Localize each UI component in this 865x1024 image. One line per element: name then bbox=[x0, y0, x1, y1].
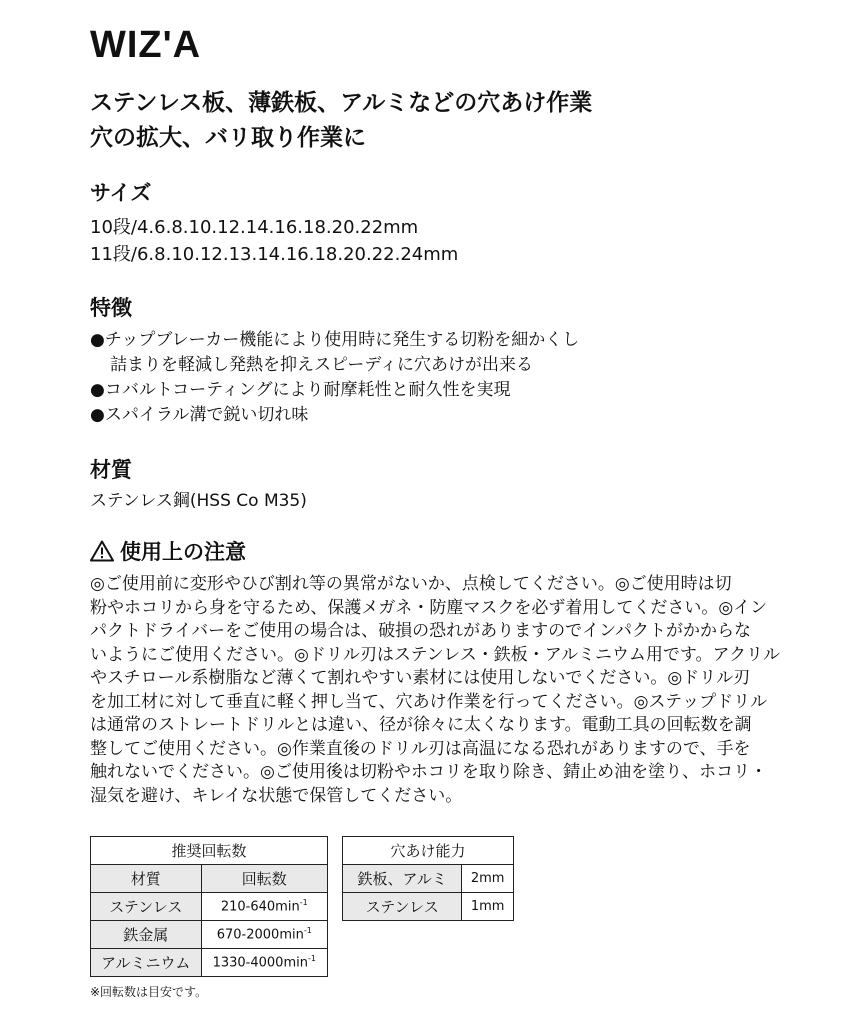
brand-logo: WIZ'A bbox=[90, 24, 202, 66]
rpm-material: 鉄金属 bbox=[91, 921, 202, 949]
capacity-table-title: 穴あけ能力 bbox=[343, 837, 514, 865]
rpm-header-material: 材質 bbox=[91, 865, 202, 893]
rpm-material: アルミニウム bbox=[91, 949, 202, 977]
caution-line: いようにご使用ください。◎ドリル刃はステンレス・鉄板・アルミニウム用です。アクリル bbox=[90, 644, 780, 665]
rpm-header-rpm: 回転数 bbox=[201, 865, 327, 893]
size-line-11: 11段/6.8.10.12.13.14.16.18.20.22.24mm bbox=[90, 244, 459, 265]
feature-line: ●コバルトコーティングにより耐摩耗性と耐久性を実現 bbox=[90, 380, 511, 400]
rpm-value: $670-2000\min^{-1}$ bbox=[201, 921, 327, 949]
headline bbox=[90, 86, 592, 156]
feature-line: ●スパイラル溝で鋭い切れ味 bbox=[90, 405, 309, 425]
rpm-note: ※回転数は目安です。 bbox=[90, 985, 208, 999]
size-list bbox=[90, 214, 458, 268]
table-row bbox=[91, 893, 328, 921]
features-list bbox=[90, 328, 579, 428]
size-title: サイズ bbox=[90, 181, 152, 205]
rpm-value: $1330-4000\min^{-1}$ bbox=[201, 949, 327, 977]
capacity-value: 2mm bbox=[462, 865, 514, 893]
capacity-material: ステンレス bbox=[343, 893, 462, 921]
caution-title: 使用上の注意 bbox=[120, 540, 246, 564]
caution-line: 湿気を避け、キレイな状態で保管してください。 bbox=[90, 785, 463, 806]
rpm-table-title: 推奨回転数 bbox=[91, 837, 328, 865]
caution-line: 粉やホコリから身を守るため、保護メガネ・防塵マスクを必ず着用してください。◎イン bbox=[90, 597, 768, 618]
table-row bbox=[343, 865, 514, 893]
table-row bbox=[91, 921, 328, 949]
rpm-material: ステンレス bbox=[91, 893, 202, 921]
rpm-table bbox=[90, 836, 328, 977]
capacity-material: 鉄板、アルミ bbox=[343, 865, 462, 893]
material-text: ステンレス鋼(HSS Co M35) bbox=[90, 491, 307, 511]
caution-line: を加工材に対して垂直に軽く押し当て、穴あけ作業を行ってください。◎ステップドリル bbox=[90, 691, 768, 712]
caution-line: 整してご使用ください。◎作業直後のドリル刃は高温になる恐れがありますので、手を bbox=[90, 738, 751, 759]
features-title: 特徴 bbox=[90, 296, 132, 320]
headline-line-2: 穴の拡大、バリ取り作業に bbox=[90, 125, 366, 151]
caution-text bbox=[90, 573, 780, 808]
warning-icon bbox=[90, 540, 114, 562]
material-title: 材質 bbox=[90, 458, 132, 482]
caution-line: 触れないでください。◎ご使用後は切粉やホコリを取り除き、錆止め油を塗り、ホコリ・ bbox=[90, 762, 768, 782]
feature-line: 詰まりを軽減し発熱を抑えスピーディに穴あけが出来る bbox=[110, 355, 533, 375]
headline-line-1: ステンレス板、薄鉄板、アルミなどの穴あけ作業 bbox=[90, 90, 593, 116]
caution-title-row bbox=[90, 536, 246, 566]
size-line-10: 10段/4.6.8.10.12.14.16.18.20.22mm bbox=[90, 217, 419, 238]
caution-line: やスチロール系樹脂など薄くて割れやすい素材には使用しないでください。◎ドリル刃 bbox=[90, 668, 751, 688]
table-row bbox=[91, 949, 328, 977]
table-row bbox=[343, 893, 514, 921]
caution-line: は通常のストレートドリルとは違い、径が徐々に太くなります。電動工具の回転数を調 bbox=[90, 715, 752, 735]
capacity-table bbox=[342, 836, 514, 921]
feature-line: ●チップブレーカー機能により使用時に発生する切粉を細かくし bbox=[90, 330, 580, 350]
rpm-value: $210-640\min^{-1}$ bbox=[201, 893, 327, 921]
caution-line: ◎ご使用前に変形やひび割れ等の異常がないか、点検してください。◎ご使用時は切 bbox=[90, 574, 732, 594]
caution-line: パクトドライバーをご使用の場合は、破損の恐れがありますのでインパクトがかからな bbox=[90, 621, 751, 641]
capacity-value: 1mm bbox=[462, 893, 514, 921]
